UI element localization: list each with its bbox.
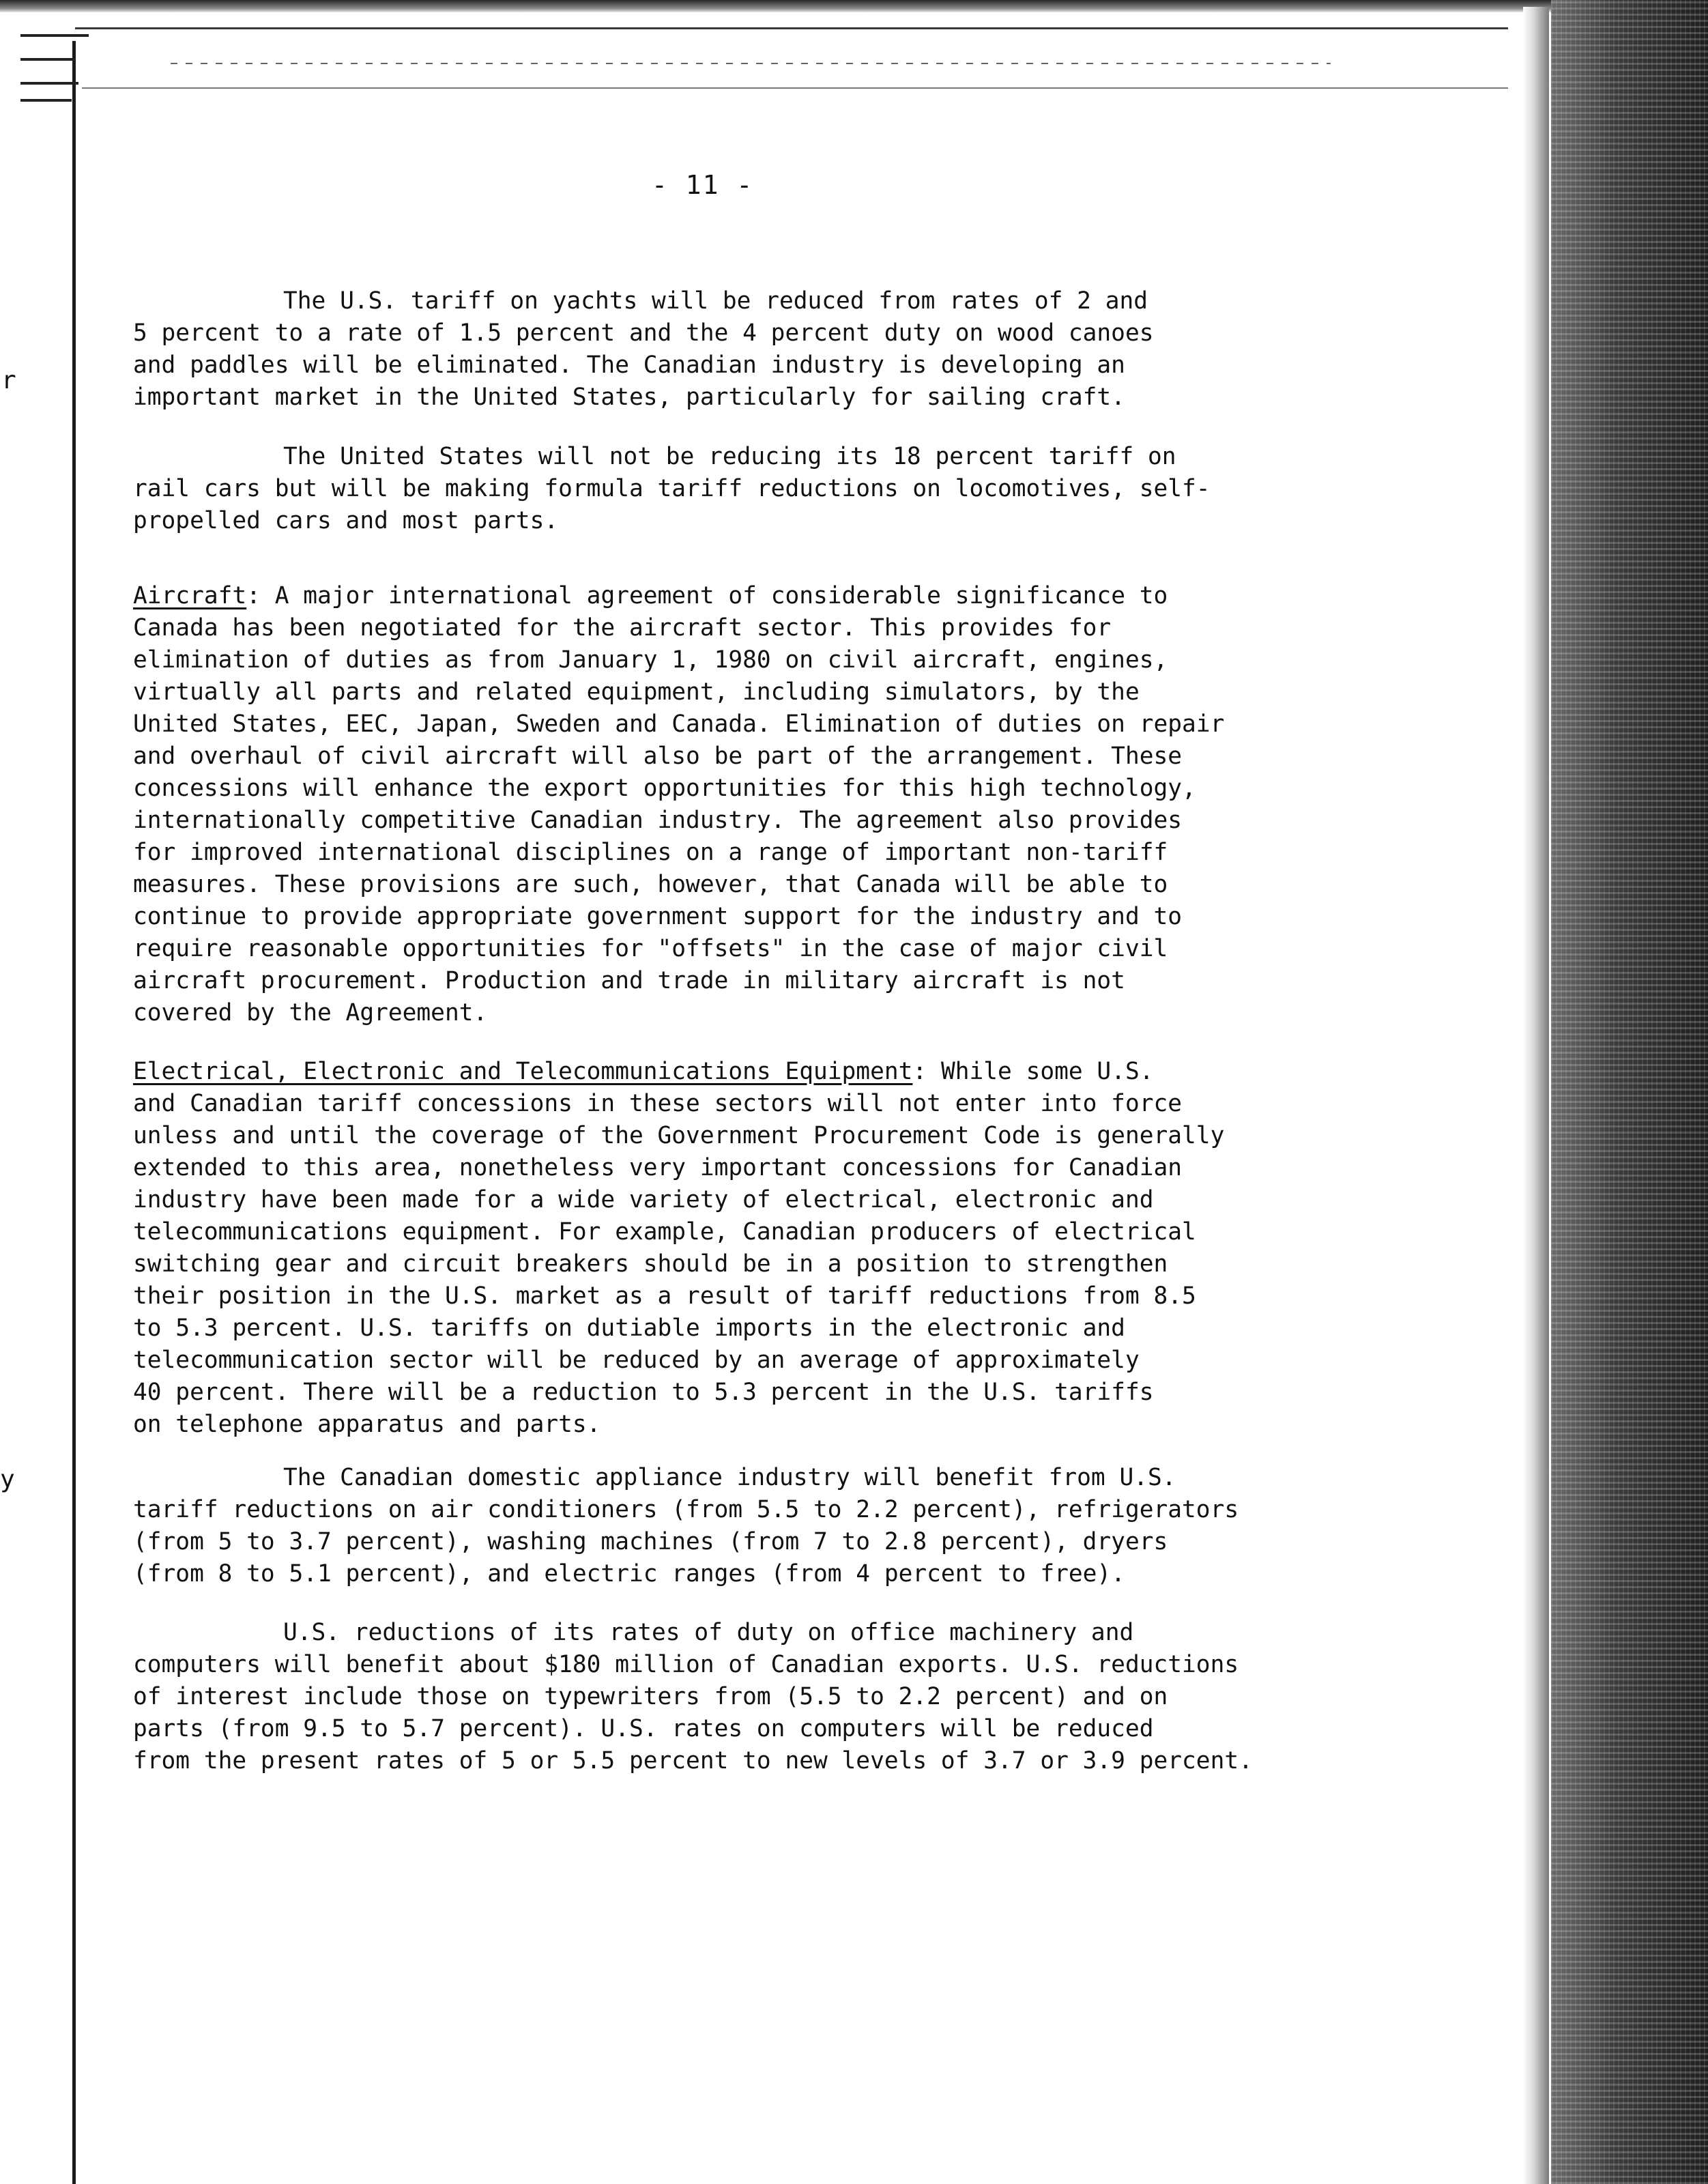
office-machinery-paragraph: U.S. reductions of its rates of duty on office machinery and computers will benefit about $180 million of Canadian exports. U.S. reductions of interest include those on typewriters from (5.5 to 2.2 percent) and on parts (from 9.5 to 5.7 percent). U.S. rates on computers will be reduced from the present rates of 5 or 5.5 percent to new levels of 3.7 or 3.9 percent. xyxy=(133,1619,1253,1774)
aircraft-heading: Aircraft xyxy=(133,582,247,609)
electrical-paragraph xyxy=(133,1056,1395,1441)
rail-cars-paragraph: The United States will not be reducing its 18 percent tariff on rail cars but will be making formula tariff reductions on locomotives, self- propelled cars and most parts. xyxy=(133,443,1211,534)
page-right-edge xyxy=(1523,7,1549,2184)
binding-rule xyxy=(72,41,76,2184)
scan-top-edge xyxy=(0,0,1708,12)
margin-mark-r: r xyxy=(1,367,16,394)
electrical-heading: Electrical, Electronic and Telecommunications Equipment xyxy=(133,1058,913,1085)
margin-mark-y: y xyxy=(0,1465,15,1493)
aircraft-body: : A major international agreement of considerable significance to Canada has been negotiated for the aircraft sector. This provides for elimination of duties as from January 1, 1980 on civil aircraft, engines, virtually all parts and related equipment, including simulators, by the United States, EEC, Japan, Sweden and Canada. Elimination of duties on repair and overhaul of civil aircraft will also be part of the arrangement. These concessions will enhance the export opportunities for this high technology, internationally competitive Canadian industry. The agreement also provides for improved international disciplines on a range of important non-tariff measures. These provisions are such, however, that Canada will be able to continue to provide appropriate government support for the industry and to require reasonable opportunities for "offsets" in the case of major civil aircraft procurement. Production and trade in military aircraft is not covered by the Agreement. xyxy=(133,582,1225,1026)
electrical-body: : While some U.S. and Canadian tariff concessions in these sectors will not enter into force unless and until the coverage of the Government Procurement Code is generally extended to this area, nonetheless very important concessions for Canadian industry have been made for a wide variety of electrical, electronic and telecommunications equipment. For example, Canadian producers of electrical switching gear and circuit breakers should be in a position to strengthen their position in the U.S. market as a result of tariff reductions from 8.5 to 5.3 percent. U.S. tariffs on dutiable imports in the electronic and telecommunication sector will be reduced by an average of approximately 40 percent. There will be a reduction to 5.3 percent in the U.S. tariffs on telephone apparatus and parts. xyxy=(133,1058,1225,1438)
header-rule xyxy=(75,27,1508,29)
appliance-paragraph: The Canadian domestic appliance industry will benefit from U.S. tariff reductions on air conditioners (from 5.5 to 2.2 percent), refrigerators (from 5 to 3.7 percent), washing machines (from 7 to 2.8 percent), dryers (from 8 to 5.1 percent), and electric ranges (from 4 percent to free). xyxy=(133,1464,1239,1587)
header-rule-lower xyxy=(82,87,1508,89)
yachts-paragraph: The U.S. tariff on yachts will be reduced from rates of 2 and 5 percent to a rate of 1.5 percent and the 4 percent duty on wood canoes and paddles will be eliminated. The Canadian industry is developing an important market in the United States, particularly for sailing craft. xyxy=(133,287,1154,411)
header-dash-rule xyxy=(171,63,1331,64)
stacked-page-edges xyxy=(20,27,89,116)
aircraft-paragraph xyxy=(133,580,1395,1029)
page-number: - 11 - xyxy=(652,170,754,200)
scan-right-border xyxy=(1551,0,1708,2184)
